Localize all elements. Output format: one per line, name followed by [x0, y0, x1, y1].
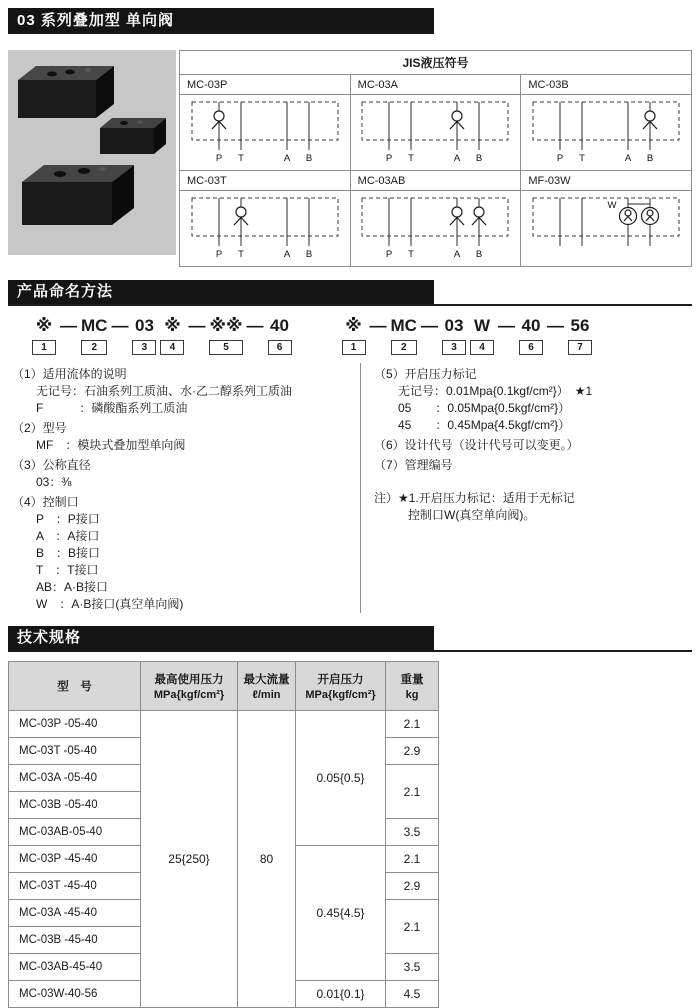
spec-model-cell: MC-03P -05-40	[9, 711, 141, 738]
svg-text:T: T	[408, 153, 415, 164]
spec-table	[8, 661, 439, 1008]
col-header-model: 型 号	[9, 662, 141, 711]
svg-text:T: T	[237, 249, 244, 260]
svg-text:P: P	[386, 153, 393, 164]
naming-explanations-right	[360, 363, 692, 613]
jis-diagram-cell	[350, 191, 521, 267]
naming-item-line: A ：A接口	[36, 529, 100, 543]
code-number-box: 1	[32, 340, 56, 355]
check-valve-symbol-t	[183, 196, 347, 260]
jis-model-label: MC-03A	[350, 75, 521, 95]
spec-model-cell: MC-03A -45-40	[9, 900, 141, 927]
model-code-area	[8, 316, 692, 355]
spec-model-cell: MC-03B -05-40	[9, 792, 141, 819]
spec-weight-cell: 2.1	[386, 900, 439, 954]
code-segment: 56 7	[568, 316, 592, 355]
svg-text:B: B	[305, 153, 312, 164]
product-photos-panel	[8, 50, 176, 255]
code-number-box: 3	[132, 340, 156, 355]
svg-text:P: P	[215, 249, 222, 260]
naming-item-line: 03：⅜	[36, 475, 72, 489]
svg-text:B: B	[646, 153, 654, 164]
jis-model-label: MC-03AB	[350, 171, 521, 191]
code-segment: ※ 1	[32, 316, 56, 355]
naming-item-line: T ：T接口	[36, 563, 99, 577]
spec-crack-pressure-cell: 0.05{0.5}	[296, 711, 386, 846]
svg-text:T: T	[237, 153, 244, 164]
footnote-line: 控制口W(真空单向阀)。	[408, 508, 536, 522]
naming-item-line: 无记号：0.01Mpa{0.1kgf/cm²}） ★1	[398, 384, 593, 398]
code-dash: —	[546, 316, 564, 335]
col-header-crack-pressure: 开启压力 MPa{kgf/cm²}	[296, 662, 386, 711]
naming-item-line: P ：P接口	[36, 512, 100, 526]
spec-weight-cell: 2.1	[386, 765, 439, 819]
code-number-box: 5	[209, 340, 242, 355]
naming-explanations-left	[8, 363, 360, 613]
code-dash: —	[111, 316, 129, 335]
spec-weight-cell: 2.1	[386, 711, 439, 738]
naming-item-title: （3）公称直径	[12, 458, 91, 472]
spec-weight-cell: 4.5	[386, 981, 439, 1008]
jis-symbol-table	[179, 50, 692, 267]
svg-text:A: A	[454, 153, 461, 164]
svg-text:A: A	[454, 249, 461, 260]
vacuum-check-valve-symbol-w	[524, 196, 688, 260]
section-naming-header	[8, 280, 692, 306]
code-number-box: 7	[568, 340, 592, 355]
spec-weight-cell: 2.9	[386, 738, 439, 765]
naming-item-title: （2）型号	[12, 421, 67, 435]
code-segment: W 4	[470, 316, 494, 355]
naming-item-title: （5）开启压力标记	[374, 367, 477, 381]
naming-explanations	[8, 363, 692, 613]
code-segment: 40 6	[519, 316, 543, 355]
check-valve-symbol-b	[524, 100, 688, 164]
jis-table-header: JIS液压符号	[180, 51, 692, 75]
page-title: 03 系列叠加型 单向阀	[8, 8, 434, 34]
code-segment: 40 6	[268, 316, 292, 355]
svg-text:P: P	[556, 153, 564, 164]
naming-item-title: （1）适用流体的说明	[12, 367, 127, 381]
naming-item-line: W ：A·B接口(真空单向阀)	[36, 597, 184, 611]
valve-block-large-bottom	[22, 165, 134, 225]
code-number-box: 2	[391, 340, 417, 355]
top-section	[8, 50, 692, 267]
code-number-box: 3	[442, 340, 466, 355]
code-segment: ※ 4	[160, 316, 184, 355]
check-valve-symbol-ab	[353, 196, 517, 260]
spec-weight-cell: 3.5	[386, 819, 439, 846]
col-header-weight: 重量 kg	[386, 662, 439, 711]
section-naming-title: 产品命名方法	[8, 280, 434, 304]
code-segment: ※ 1	[342, 316, 366, 355]
code-number-box: 2	[81, 340, 107, 355]
code-segment: MC 2	[81, 316, 108, 353]
code-segment: 03 3	[132, 316, 156, 355]
naming-item-title: （4）控制口	[12, 495, 79, 509]
col-header-max-pressure: 最高使用压力 MPa{kgf/cm²}	[141, 662, 238, 711]
code-dash: —	[369, 316, 387, 335]
svg-text:T: T	[408, 249, 415, 260]
footnote-line: 注）★1.开启压力标记：适用于无标记	[374, 491, 575, 505]
naming-item-line: 无记号：石油系列工质油、水·乙二醇系列工质油	[36, 384, 292, 398]
jis-diagram-cell	[521, 95, 692, 171]
section-specs-title: 技术规格	[8, 626, 434, 650]
code-number-box: 4	[470, 340, 494, 355]
code-dash: —	[246, 316, 264, 335]
code-number-box: 4	[160, 340, 184, 355]
spec-model-cell: MC-03AB-05-40	[9, 819, 141, 846]
spec-crack-pressure-cell: 0.01{0.1}	[296, 981, 386, 1008]
code-segment: 03 3	[442, 316, 466, 355]
spec-model-cell: MC-03T -05-40	[9, 738, 141, 765]
section-specs-header	[8, 626, 692, 652]
code-dash: —	[188, 316, 206, 335]
spec-header-row	[9, 662, 439, 711]
valve-block-large-top	[18, 66, 114, 118]
naming-item-line: 45 ：0.45Mpa{4.5kgf/cm²}）	[398, 418, 571, 432]
svg-text:B: B	[476, 153, 483, 164]
svg-text:T: T	[579, 153, 586, 164]
code-dash: —	[497, 316, 515, 335]
jis-symbol-section	[179, 50, 692, 267]
code-dash: —	[60, 316, 77, 335]
code-number-box: 6	[519, 340, 543, 355]
valve-block-small-middle	[100, 118, 166, 154]
code-segment: MC 2	[390, 316, 417, 353]
jis-model-label: MC-03B	[521, 75, 692, 95]
svg-text:A: A	[283, 249, 290, 260]
svg-text:P: P	[386, 249, 393, 260]
svg-text:B: B	[305, 249, 312, 260]
jis-diagram-cell	[521, 191, 692, 267]
code-segment: ※※ 5	[209, 316, 243, 353]
spec-model-cell: MC-03A -05-40	[9, 765, 141, 792]
svg-text:B: B	[476, 249, 483, 260]
jis-model-label: MF-03W	[521, 171, 692, 191]
spec-model-cell: MC-03T -45-40	[9, 873, 141, 900]
spec-model-cell: MC-03P -45-40	[9, 846, 141, 873]
svg-text:W: W	[607, 200, 617, 211]
naming-item-line: AB：A·B接口	[36, 580, 109, 594]
naming-item-title: （6）设计代号（设计代号可以变更。）	[374, 438, 579, 452]
spec-crack-pressure-cell: 0.45{4.5}	[296, 846, 386, 981]
spec-row	[9, 711, 439, 738]
spec-weight-cell: 2.9	[386, 873, 439, 900]
spec-weight-cell: 2.1	[386, 846, 439, 873]
naming-item-line: MF ：模块式叠加型单向阀	[36, 438, 186, 452]
check-valve-symbol-a	[353, 100, 517, 164]
model-code-right	[340, 316, 594, 355]
jis-diagram-cell	[180, 95, 351, 171]
spec-model-cell: MC-03AB-45-40	[9, 954, 141, 981]
jis-model-label: MC-03P	[180, 75, 351, 95]
naming-item-line: 05 ：0.05Mpa{0.5kgf/cm²}）	[398, 401, 571, 415]
spec-model-cell: MC-03B -45-40	[9, 927, 141, 954]
code-number-box: 6	[268, 340, 292, 355]
spec-weight-cell: 3.5	[386, 954, 439, 981]
naming-item-title: （7）管理编号	[374, 458, 453, 472]
svg-text:P: P	[215, 153, 222, 164]
naming-item-line: B ：B接口	[36, 546, 101, 560]
product-photo-illustration	[8, 50, 176, 255]
jis-diagram-cell	[180, 191, 351, 267]
model-code-left	[30, 316, 294, 355]
spec-model-cell: MC-03W-40-56	[9, 981, 141, 1008]
col-header-max-flow: 最大流量 ℓ/min	[238, 662, 296, 711]
code-dash: —	[420, 316, 438, 335]
spec-max-flow-cell: 80	[238, 711, 296, 1008]
svg-text:A: A	[624, 153, 632, 164]
naming-item-line: F ：磷酸酯系列工质油	[36, 401, 188, 415]
code-number-box: 1	[342, 340, 366, 355]
jis-model-label: MC-03T	[180, 171, 351, 191]
jis-diagram-cell	[350, 95, 521, 171]
spec-max-pressure-cell: 25{250}	[141, 711, 238, 1008]
check-valve-symbol-p	[183, 100, 347, 164]
svg-text:A: A	[283, 153, 290, 164]
